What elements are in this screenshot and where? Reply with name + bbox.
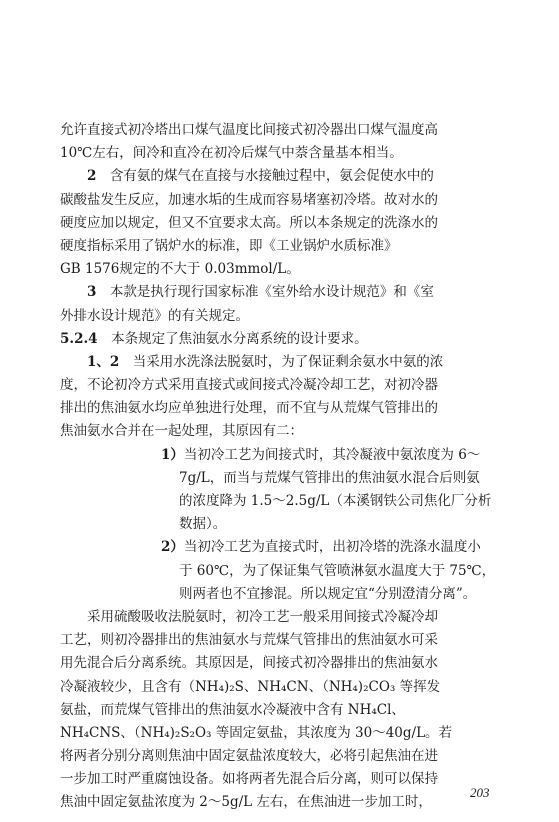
- line-text: 当初冷工艺为间接式时，其冷凝液中氨浓度为 6～: [183, 446, 481, 463]
- clause-number: 1、2: [87, 353, 120, 370]
- line-text: 7g/L，而当与荒煤气管排出的焦油氨水混合后则氨: [179, 469, 480, 486]
- line-text: 将两者分别分离则焦油中固定氨盐浓度较大，必将引起焦油在进: [60, 748, 438, 765]
- line-text: 工艺，则初冷器排出的焦油氨水与荒煤气管排出的焦油氨水可采: [60, 632, 438, 649]
- line-text: 焦油氨水合并在一起处理，其原因有二：: [60, 423, 303, 440]
- text-line: [60, 467, 502, 490]
- clause-number: 3: [87, 284, 97, 301]
- line-text: 采用硫酸吸收法脱氨时，初冷工艺一般采用间接式冷凝冷却: [87, 608, 438, 625]
- text-line: [60, 328, 502, 351]
- text-line: [60, 652, 502, 675]
- line-text: 的浓度降为 1.5～2.5g/L（本溪钢铁公司焦化厂分析: [179, 493, 492, 509]
- line-text: 数据）。: [179, 516, 227, 533]
- text-line: [60, 490, 502, 513]
- clause-number: 5.2.4: [60, 330, 98, 347]
- text-line: [60, 305, 502, 328]
- text-line: [60, 420, 502, 443]
- text-line: [60, 536, 502, 559]
- text-line: [60, 583, 502, 606]
- text-line: [60, 189, 502, 212]
- text-line: [60, 119, 502, 142]
- line-text: 外排水设计规范》的有关规定。: [60, 307, 249, 324]
- line-text: 当初冷工艺为直接式时，出初冷塔的洗涤水温度小: [183, 539, 481, 556]
- text-line: [60, 676, 502, 699]
- line-text: NH₄CNS、（NH₄)₂S₂O₃ 等固定氨盐，其浓度为 30～40g/L。若: [60, 724, 453, 741]
- text-line: [60, 768, 502, 791]
- line-text: 10℃左右，间冷和直冷在初冷后煤气中萘含量基本相当。: [60, 145, 403, 162]
- line-text: 排出的焦油氨水均应单独进行处理，而不宜与从荒煤气管排出的: [60, 400, 438, 417]
- line-text: 本款是执行现行国家标准《室外给水设计规范》和《室: [96, 284, 434, 301]
- text-line: [60, 374, 502, 397]
- page-number: 203: [470, 785, 490, 800]
- line-text: 允许直接式初冷塔出口煤气温度比间接式初冷器出口煤气温度高: [60, 122, 438, 138]
- clause-number: 1）: [161, 446, 184, 463]
- text-line: [60, 235, 502, 258]
- text-line: [60, 745, 502, 768]
- line-text: 焦油中固定氨盐浓度为 2～5g/L 左右，在焦油进一步加工时，: [60, 794, 432, 811]
- line-text: 则两者也不宜掺混。所以规定宜“分别澄清分离”。: [179, 585, 477, 602]
- line-text: 一步加工时严重腐蚀设备。如将两者先混合后分离，则可以保持: [60, 771, 438, 788]
- text-line: [60, 258, 502, 281]
- text-line: [60, 281, 502, 304]
- line-text: 硬度应加以规定，但又不宜要求太高。所以本条规定的洗涤水的: [60, 214, 438, 231]
- text-line: [60, 560, 502, 583]
- line-text: 碳酸盐发生反应，加速水垢的生成而容易堵塞初冷塔。故对水的: [60, 191, 438, 208]
- text-line: [60, 513, 502, 536]
- line-text: 含有氨的煤气在直接与水接触过程中，氨会促使水中的: [96, 168, 434, 185]
- clause-number: 2: [87, 168, 97, 185]
- line-text: 当采用水洗涤法脱氨时，为了保证剩余氨水中氨的浓: [119, 353, 444, 370]
- text-line: [60, 722, 502, 745]
- line-text: 用先混合后分离系统。其原因是，间接式初冷器排出的焦油氨水: [60, 655, 438, 672]
- line-text: 度，不论初冷方式采用直接式或间接式冷凝冷却工艺，对初冷器: [60, 377, 438, 394]
- line-text: 本条规定了焦油氨水分离系统的设计要求。: [97, 330, 368, 347]
- body-text: [60, 119, 502, 815]
- line-text: 硬度指标采用了锅炉水的标准，即《工业锅炉水质标准》: [60, 237, 398, 254]
- text-line: [60, 142, 502, 165]
- text-line: [60, 606, 502, 629]
- text-line: [60, 397, 502, 420]
- text-line: [60, 212, 502, 235]
- line-text: GB 1576规定的不大于 0.03mmol/L。: [60, 261, 300, 278]
- text-line: [60, 351, 502, 374]
- line-text: 冷凝液较少，且含有（NH₄)₂S、NH₄CN、（NH₄)₂CO₃ 等挥发: [60, 678, 441, 695]
- text-line: [60, 165, 502, 188]
- text-line: [60, 444, 502, 467]
- line-text: 氨盐，而荒煤气管排出的焦油氨水冷凝液中含有 NH₄Cl、: [60, 701, 405, 718]
- text-line: [60, 629, 502, 652]
- text-line: [60, 699, 502, 722]
- text-line: [60, 791, 502, 814]
- line-text: 于 60℃，为了保证集气管喷淋氨水温度大于 75℃，: [179, 562, 496, 579]
- clause-number: 2）: [161, 539, 184, 556]
